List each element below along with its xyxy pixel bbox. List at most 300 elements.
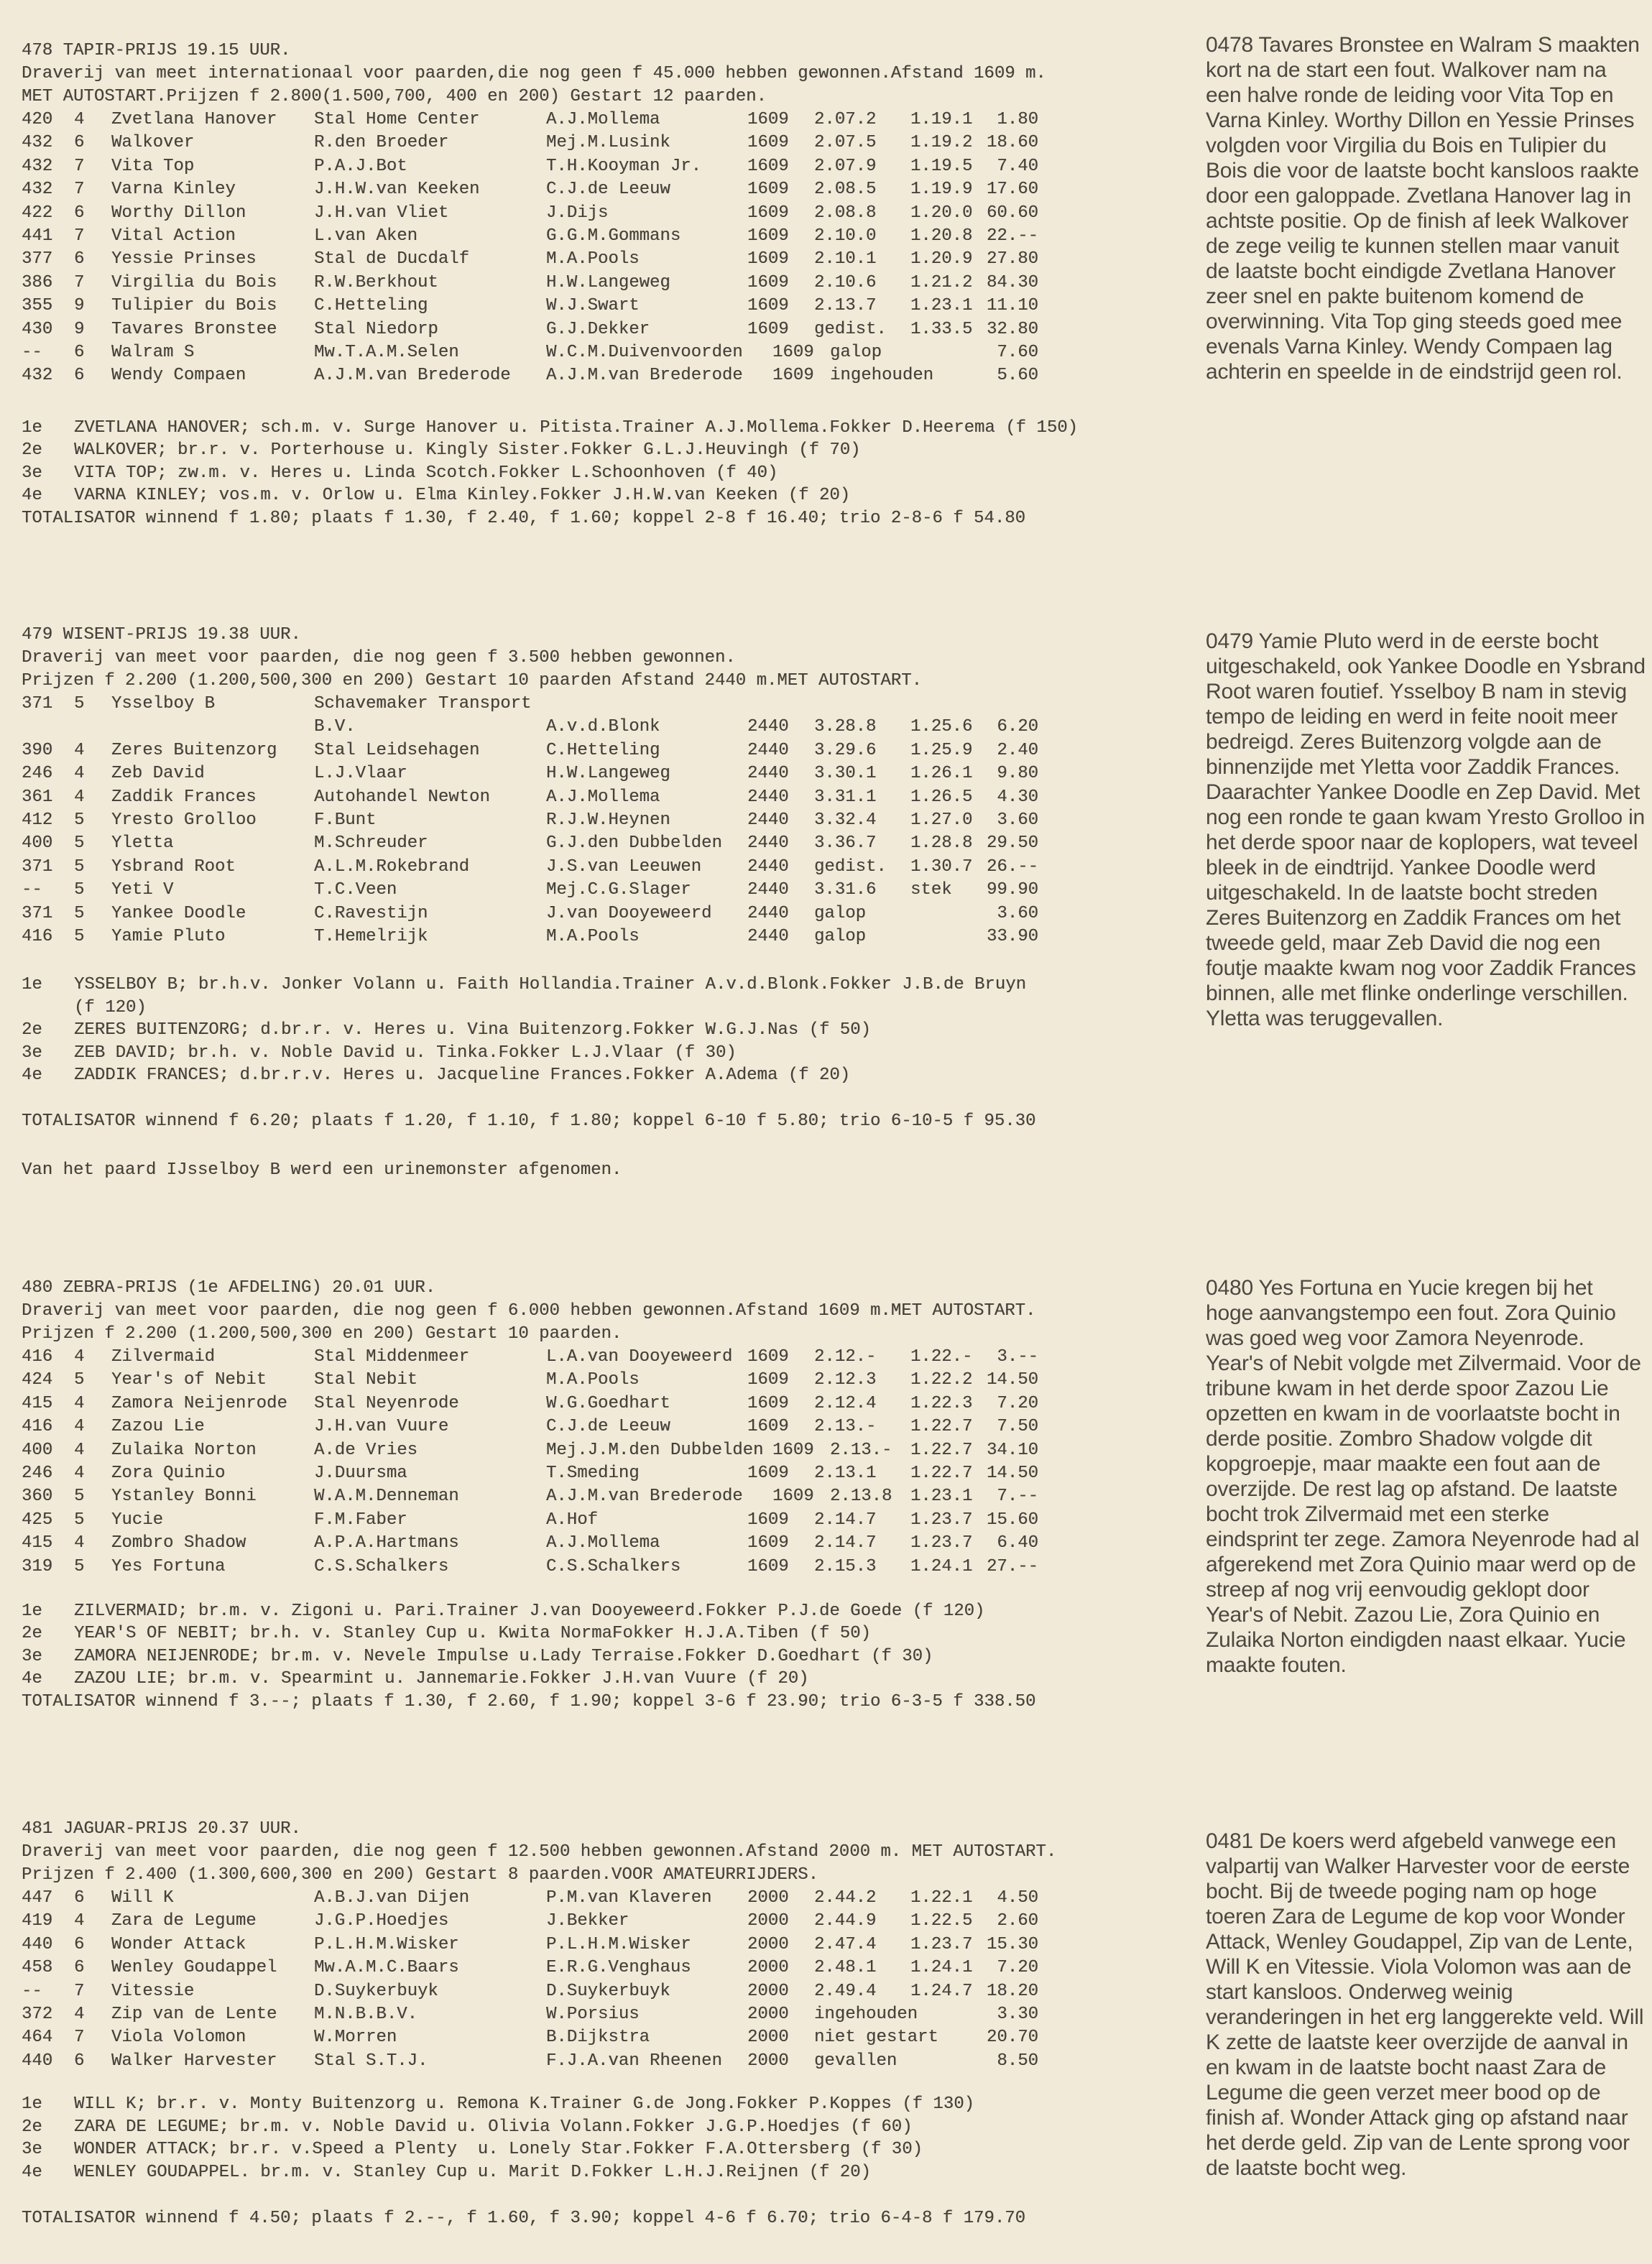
cell-time: 3.29.6	[814, 740, 877, 760]
cell-odds: 7.50	[997, 1417, 1038, 1437]
cell-driver: Mej.C.G.Slager	[546, 880, 691, 900]
results-table	[22, 693, 1211, 948]
placings-list	[22, 417, 1211, 507]
placing-text: ZADDIK FRANCES; d.br.r.v. Heres u. Jacqueline Frances.Fokker A.Adema (f 20)	[74, 1066, 851, 1086]
cell-start-number: 4	[74, 1911, 85, 1931]
cell-km-time: 1.22.1	[910, 1888, 973, 1908]
result-row	[22, 202, 1211, 225]
cell-distance: 1609	[772, 1487, 814, 1507]
cell-driver: C.Hetteling	[546, 740, 660, 760]
cell-winnings: 432	[22, 156, 53, 176]
cell-owner: B.V.	[314, 717, 356, 737]
result-row	[22, 1556, 1211, 1579]
cell-horse-name: Virgilia du Bois	[111, 272, 277, 292]
cell-km-time: 1.19.1	[910, 110, 973, 129]
cell-distance: 1609	[747, 226, 789, 246]
cell-horse-name: Walram S	[111, 342, 195, 362]
cell-winnings: 441	[22, 226, 53, 246]
race-conditions: Draverij van meet voor paarden, die nog geen f 12.500 hebben gewonnen.Afstand 2000 m. MET AUTOSTART.	[22, 1842, 1057, 1862]
cell-distance: 2440	[747, 833, 789, 854]
cell-odds: 4.30	[997, 787, 1038, 807]
cell-owner: J.H.W.van Keeken	[314, 180, 480, 200]
cell-owner: R.den Broeder	[314, 133, 449, 153]
cell-driver: W.Porsius	[546, 2004, 640, 2024]
placing-text: (f 120)	[74, 997, 147, 1017]
result-row	[22, 248, 1211, 271]
cell-start-number: 5	[74, 833, 85, 854]
cell-owner: Autohandel Newton	[314, 787, 490, 807]
placing-text: WALKOVER; br.r. v. Porterhouse u. Kingly Sister.Fokker G.L.J.Heuvingh (f 70)	[74, 440, 861, 461]
cell-horse-name: Year's of Nebit	[111, 1370, 267, 1390]
race-section-480	[22, 1277, 1211, 1714]
cell-distance: 1609	[747, 1370, 789, 1390]
cell-horse-name: Ystanley Bonni	[111, 1487, 257, 1507]
placings-list	[22, 974, 1211, 1087]
totalisator-line: TOTALISATOR winnend f 4.50; plaats f 2.--, f 1.60, f 3.90; koppel 4-6 f 6.70; trio 6-4-8 f 179.70	[22, 2209, 1026, 2229]
cell-start-number: 6	[74, 366, 85, 386]
cell-driver: C.S.Schalkers	[546, 1556, 681, 1576]
cell-km-time: 1.21.2	[910, 272, 973, 292]
cell-odds: 33.90	[986, 926, 1038, 946]
cell-start-number: 4	[74, 2004, 85, 2024]
cell-start-number: 5	[74, 810, 85, 830]
cell-km-time: 1.28.8	[910, 833, 973, 854]
cell-odds: 3.60	[997, 810, 1038, 830]
placing-rank: 1e	[22, 2094, 42, 2115]
placing-row	[22, 484, 1211, 507]
race-section-478	[22, 40, 1211, 530]
placing-row	[22, 1622, 1211, 1645]
cell-owner: L.J.Vlaar	[314, 764, 407, 784]
cell-time: 3.28.8	[814, 717, 877, 737]
cell-distance: 2440	[747, 810, 789, 830]
cell-time: 2.10.1	[814, 249, 877, 269]
race-conditions: Draverij van meet internationaal voor paarden,die nog geen f 45.000 hebben gewonnen.Afstand 1609 m.	[22, 64, 1046, 83]
placing-text: ZILVERMAID; br.m. v. Zigoni u. Pari.Trainer J.van Dooyeweerd.Fokker P.J.de Goede (f 120)	[74, 1601, 985, 1621]
result-row	[22, 155, 1211, 178]
placing-row	[22, 1668, 1211, 1691]
cell-distance: 1609	[747, 1556, 789, 1576]
cell-driver: G.J.Dekker	[546, 319, 650, 339]
cell-horse-name: Yes Fortuna	[111, 1556, 226, 1576]
cell-time: 2.14.7	[814, 1510, 877, 1530]
cell-km-time: 1.26.5	[910, 787, 973, 807]
placing-rank: 3e	[22, 1646, 42, 1666]
cell-winnings: 371	[22, 903, 53, 923]
cell-start-number: 6	[74, 342, 85, 362]
cell-start-number: 4	[74, 787, 85, 807]
cell-start-number: 6	[74, 1934, 85, 1954]
cell-winnings: 425	[22, 1510, 53, 1530]
result-row	[22, 1509, 1211, 1532]
cell-km-time: 1.26.1	[910, 764, 973, 784]
cell-winnings: 400	[22, 833, 53, 854]
cell-driver: T.H.Kooyman Jr.	[546, 156, 702, 176]
cell-time: 2.14.7	[814, 1533, 877, 1553]
cell-start-number: 6	[74, 1958, 85, 1978]
cell-owner: R.W.Berkhout	[314, 272, 438, 292]
cell-distance: 1609	[747, 272, 789, 292]
cell-distance: 2000	[747, 2028, 789, 2048]
cell-km-time: 1.20.9	[910, 249, 973, 269]
placing-text: YEAR'S OF NEBIT; br.h. v. Stanley Cup u. Kwita NormaFokker H.J.A.Tiben (f 50)	[74, 1624, 871, 1644]
cell-driver: A.v.d.Blonk	[546, 717, 660, 737]
cell-owner: C.Ravestijn	[314, 903, 428, 923]
cell-driver: A.J.M.van Brederode	[546, 1487, 743, 1507]
cell-odds: 9.80	[997, 764, 1038, 784]
result-row	[22, 2003, 1211, 2026]
cell-odds: 7.60	[997, 342, 1038, 362]
cell-driver: M.A.Pools	[546, 249, 640, 269]
cell-odds: 26.--	[986, 856, 1038, 877]
commentary-0479: 0479 Yamie Pluto werd in de eerste bocht uitgeschakeld, ook Yankee Doodle en Ysbrand Root waren foutief. Ysselboy B nam in stevig tempo de leiding en werd in feite nooit meer bedreigd. Zeres Buitenzorg volgde aan de binnenzijde met Yletta voor Zaddik Frances. Daarachter Yankee Doodle en Zep David. Met nog een ronde te gaan kwam Yresto Grolloo in het derde spoor naar de koplopers, wat teveel bleek in de eindtrijd. Yankee Doodle werd uitgeschakeld. In de laatste bocht streden Zeres Buitenzorg en Zaddik Frances om het tweede geld, maar Zeb David die nog een foutje maakte kwam nog voor Zaddik Frances binnen, alle met flinke onderlinge verschillen. Yletta was teruggevallen.	[1206, 629, 1646, 1030]
cell-winnings: --	[22, 342, 42, 362]
cell-odds: 15.60	[986, 1510, 1038, 1530]
cell-owner: Schavemaker Transport	[314, 694, 532, 713]
placing-text: ZERES BUITENZORG; d.br.r. v. Heres u. Vina Buitenzorg.Fokker W.G.J.Nas (f 50)	[74, 1020, 871, 1040]
cell-owner: P.L.H.M.Wisker	[314, 1934, 459, 1954]
result-row	[22, 272, 1211, 295]
cell-driver: R.J.W.Heynen	[546, 810, 670, 830]
cell-distance: 2000	[747, 1934, 789, 1954]
cell-time: 2.12.3	[814, 1370, 877, 1390]
cell-owner: F.Bunt	[314, 810, 377, 830]
cell-driver: W.C.M.Duivenvoorden	[546, 342, 743, 362]
cell-distance: 1609	[747, 1463, 789, 1483]
cell-owner: Stal S.T.J.	[314, 2051, 428, 2071]
cell-owner: J.G.P.Hoedjes	[314, 1911, 449, 1931]
cell-distance: 1609	[747, 249, 789, 269]
cell-winnings: 355	[22, 296, 53, 316]
cell-owner: C.Hetteling	[314, 296, 428, 316]
cell-start-number: 7	[74, 272, 85, 292]
placing-text: ZVETLANA HANOVER; sch.m. v. Surge Hanover u. Pitista.Trainer A.J.Mollema.Fokker D.Heerema (f 150)	[74, 417, 1079, 438]
cell-horse-name: Wonder Attack	[111, 1934, 246, 1954]
cell-time: 2.10.0	[814, 226, 877, 246]
cell-horse-name: Yeti V	[111, 880, 174, 900]
cell-time: gedist.	[814, 856, 887, 877]
cell-winnings: 464	[22, 2028, 53, 2048]
cell-odds: 7.20	[997, 1393, 1038, 1413]
cell-distance: 2440	[747, 926, 789, 946]
cell-horse-name: Will K	[111, 1888, 174, 1908]
results-table	[22, 1346, 1211, 1579]
cell-start-number: 5	[74, 1487, 85, 1507]
cell-start-number: 7	[74, 1981, 85, 2001]
cell-km-time: 1.22.3	[910, 1393, 973, 1413]
result-row	[22, 879, 1211, 902]
race-prizes: MET AUTOSTART.Prijzen f 2.800(1.500,700, 400 en 200) Gestart 12 paarden.	[22, 87, 767, 106]
cell-km-time: 1.30.7	[910, 856, 973, 877]
cell-odds: 27.--	[986, 1556, 1038, 1576]
placing-rank: 2e	[22, 1020, 42, 1040]
cell-km-time: 1.22.7	[910, 1417, 973, 1437]
result-row	[22, 1439, 1211, 1462]
cell-owner: Stal Neyenrode	[314, 1393, 459, 1413]
cell-owner: Stal Niedorp	[314, 319, 438, 339]
cell-owner: Stal Nebit	[314, 1370, 418, 1390]
cell-distance: 2000	[747, 2051, 789, 2071]
cell-winnings: 416	[22, 1347, 53, 1367]
placing-row	[22, 462, 1211, 485]
cell-km-time: 1.23.7	[910, 1934, 973, 1954]
totalisator-line: TOTALISATOR winnend f 1.80; plaats f 1.30, f 2.40, f 1.60; koppel 2-8 f 16.40; trio 2-8-6 f 54.80	[22, 508, 1026, 528]
race-title: 479 WISENT-PRIJS 19.38 UUR.	[22, 625, 301, 644]
cell-owner: J.H.van Vuure	[314, 1417, 449, 1437]
cell-horse-name: Tulipier du Bois	[111, 296, 277, 316]
placing-row	[22, 1064, 1211, 1087]
cell-owner: A.J.M.van Brederode	[314, 366, 511, 386]
race-section-479	[22, 624, 1211, 1182]
cell-time: ingehouden	[830, 366, 934, 386]
result-row	[22, 364, 1211, 387]
result-row	[22, 693, 1211, 716]
cell-horse-name: Wenley Goudappel	[111, 1958, 277, 1978]
cell-owner: J.H.van Vliet	[314, 203, 449, 223]
result-row	[22, 318, 1211, 341]
cell-time: 3.30.1	[814, 764, 877, 784]
placing-row	[22, 2116, 1211, 2139]
cell-winnings: 432	[22, 133, 53, 153]
cell-km-time: 1.22.7	[910, 1440, 973, 1460]
cell-time: 2.13.8	[830, 1487, 892, 1507]
cell-horse-name: Zeb David	[111, 764, 205, 784]
placing-rank: 1e	[22, 975, 42, 995]
cell-odds: 3.--	[997, 1347, 1038, 1367]
cell-winnings: 430	[22, 319, 53, 339]
cell-winnings: 458	[22, 1958, 53, 1978]
cell-km-time: 1.22.-	[910, 1347, 973, 1367]
placing-text: WENLEY GOUDAPPEL. br.m. v. Stanley Cup u. Marit D.Fokker L.H.J.Reijnen (f 20)	[74, 2162, 871, 2182]
cell-time: 2.12.4	[814, 1393, 877, 1413]
cell-horse-name: Yankee Doodle	[111, 903, 246, 923]
cell-km-time: 1.27.0	[910, 810, 973, 830]
cell-time: galop	[814, 903, 867, 923]
cell-odds: 2.40	[997, 740, 1038, 760]
cell-time: 2.07.5	[814, 133, 877, 153]
cell-odds: 32.80	[986, 319, 1038, 339]
placing-row	[22, 997, 1211, 1020]
cell-horse-name: Zulaika Norton	[111, 1440, 257, 1460]
cell-km-time: 1.23.1	[910, 1487, 973, 1507]
placing-rank: 1e	[22, 1601, 42, 1621]
cell-driver: M.A.Pools	[546, 926, 640, 946]
cell-odds: 5.60	[997, 366, 1038, 386]
result-row	[22, 1980, 1211, 2003]
cell-owner: D.Suykerbuyk	[314, 1981, 438, 2001]
cell-horse-name: Walkover	[111, 133, 195, 153]
placing-text: YSSELBOY B; br.h.v. Jonker Volann u. Faith Hollandia.Trainer A.v.d.Blonk.Fokker J.B.de Bruyn	[74, 975, 1027, 995]
cell-winnings: 420	[22, 110, 53, 129]
placing-rank: 2e	[22, 1624, 42, 1644]
cell-driver: A.J.Mollema	[546, 1533, 660, 1553]
cell-start-number: 6	[74, 249, 85, 269]
cell-horse-name: Tavares Bronstee	[111, 319, 277, 339]
cell-distance: 1609	[772, 1440, 814, 1460]
cell-horse-name: Viola Volomon	[111, 2028, 246, 2048]
cell-start-number: 7	[74, 180, 85, 200]
result-row	[22, 832, 1211, 855]
cell-km-time: 1.24.7	[910, 1981, 973, 2001]
placing-row	[22, 1019, 1211, 1042]
cell-owner: A.B.J.van Dijen	[314, 1888, 470, 1908]
cell-time: 2.07.2	[814, 110, 877, 129]
cell-winnings: 447	[22, 1888, 53, 1908]
cell-owner: L.van Aken	[314, 226, 418, 246]
cell-driver: J.S.van Leeuwen	[546, 856, 702, 877]
cell-horse-name: Yresto Grolloo	[111, 810, 257, 830]
cell-start-number: 9	[74, 296, 85, 316]
placing-text: ZEB DAVID; br.h. v. Noble David u. Tinka.Fokker L.J.Vlaar (f 30)	[74, 1043, 737, 1063]
placing-row	[22, 2093, 1211, 2116]
cell-driver: J.van Dooyeweerd	[546, 903, 712, 923]
result-row	[22, 1910, 1211, 1933]
cell-km-time: 1.25.9	[910, 740, 973, 760]
cell-driver: J.Bekker	[546, 1911, 629, 1931]
cell-start-number: 5	[74, 880, 85, 900]
cell-driver: H.W.Langeweg	[546, 764, 670, 784]
placing-text: VITA TOP; zw.m. v. Heres u. Linda Scotch.Fokker L.Schoonhoven (f 40)	[74, 463, 778, 483]
race-prizes: Prijzen f 2.200 (1.200,500,300 en 200) Gestart 10 paarden.	[22, 1324, 622, 1344]
cell-distance: 1609	[747, 1510, 789, 1530]
cell-driver: J.Dijs	[546, 203, 609, 223]
cell-winnings: 319	[22, 1556, 53, 1576]
cell-owner: T.Hemelrijk	[314, 926, 428, 946]
placing-rank: 1e	[22, 417, 42, 438]
cell-driver: F.J.A.van Rheenen	[546, 2051, 722, 2071]
commentary-0478: 0478 Tavares Bronstee en Walram S maakten kort na de start een fout. Walkover nam na een halve ronde de leiding voor Vita Top en Varna Kinley. Worthy Dillon en Yessie Prinses volgden voor Virgilia du Bois en Tulipier du Bois die voor de laatste bocht kansloos raakte door een galoppade. Zvetlana Hanover lag in achtste positie. Op de finish af leek Walkover de zege veilig te kunnen stellen maar vanuit de laatste bocht eindigde Zvetlana Hanover zeer snel en pakte buitenom komend de overwinning. Vita Top ging steeds goed mee evenals Varna Kinley. Wendy Compaen lag achterin en speelde in de eindstrijd geen rol.	[1206, 33, 1640, 384]
cell-distance: 1609	[772, 366, 814, 386]
placing-text: WILL K; br.r. v. Monty Buitenzorg u. Remona K.Trainer G.de Jong.Fokker P.Koppes (f 130)	[74, 2094, 975, 2115]
placing-rank: 3e	[22, 1043, 42, 1063]
cell-odds: 6.20	[997, 717, 1038, 737]
cell-odds: 60.60	[986, 203, 1038, 223]
cell-winnings: 440	[22, 1934, 53, 1954]
cell-owner: A.de Vries	[314, 1440, 418, 1460]
cell-distance: 2440	[747, 787, 789, 807]
cell-time: galop	[830, 342, 882, 362]
cell-time: gevallen	[814, 2051, 897, 2071]
placings-list	[22, 1600, 1211, 1691]
result-row	[22, 178, 1211, 201]
placing-row	[22, 1645, 1211, 1668]
cell-time: 3.31.1	[814, 787, 877, 807]
cell-winnings: 432	[22, 180, 53, 200]
cell-time: 2.08.8	[814, 203, 877, 223]
cell-driver: A.J.Mollema	[546, 787, 660, 807]
cell-owner: W.Morren	[314, 2028, 397, 2048]
cell-owner: Stal de Ducdalf	[314, 249, 470, 269]
cell-winnings: 422	[22, 203, 53, 223]
cell-owner: W.A.M.Denneman	[314, 1487, 459, 1507]
placing-row	[22, 2138, 1211, 2161]
cell-time: 3.31.6	[814, 880, 877, 900]
cell-owner: Stal Middenmeer	[314, 1347, 470, 1367]
cell-distance: 1609	[747, 203, 789, 223]
result-row	[22, 902, 1211, 925]
cell-winnings: 386	[22, 272, 53, 292]
result-row	[22, 225, 1211, 248]
result-row	[22, 1415, 1211, 1438]
result-row	[22, 762, 1211, 785]
cell-driver: A.J.M.van Brederode	[546, 366, 743, 386]
cell-time: 2.15.3	[814, 1556, 877, 1576]
placing-text: ZAMORA NEIJENRODE; br.m. v. Nevele Impulse u.Lady Terraise.Fokker D.Goedhart (f 30)	[74, 1646, 933, 1666]
cell-start-number: 4	[74, 1393, 85, 1413]
cell-start-number: 4	[74, 740, 85, 760]
race-section-481	[22, 1818, 1211, 2230]
placing-rank: 2e	[22, 440, 42, 461]
cell-driver: L.A.van Dooyeweerd	[546, 1347, 733, 1367]
cell-winnings: 424	[22, 1370, 53, 1390]
cell-distance: 1609	[747, 133, 789, 153]
result-row	[22, 295, 1211, 318]
cell-time: 2.47.4	[814, 1934, 877, 1954]
cell-distance: 2440	[747, 856, 789, 877]
cell-start-number: 4	[74, 1417, 85, 1437]
cell-horse-name: Vitessie	[111, 1981, 195, 2001]
cell-time: 2.12.-	[814, 1347, 877, 1367]
cell-owner: F.M.Faber	[314, 1510, 407, 1530]
cell-horse-name: Yucie	[111, 1510, 164, 1530]
cell-odds: 84.30	[986, 272, 1038, 292]
cell-driver: W.J.Swart	[546, 296, 640, 316]
cell-odds: 20.70	[986, 2028, 1038, 2048]
cell-distance: 2440	[747, 764, 789, 784]
cell-driver: C.J.de Leeuw	[546, 180, 670, 200]
cell-time: 3.36.7	[814, 833, 877, 854]
cell-odds: 4.50	[997, 1888, 1038, 1908]
race-title: 478 TAPIR-PRIJS 19.15 UUR.	[22, 41, 291, 60]
result-row	[22, 1369, 1211, 1392]
cell-odds: 3.30	[997, 2004, 1038, 2024]
cell-owner: J.Duursma	[314, 1463, 407, 1483]
cell-horse-name: Wendy Compaen	[111, 366, 246, 386]
cell-km-time: stek	[910, 880, 952, 900]
cell-start-number: 5	[74, 1510, 85, 1530]
cell-time: galop	[814, 926, 867, 946]
cell-distance: 2440	[747, 903, 789, 923]
result-row	[22, 1392, 1211, 1415]
cell-horse-name: Ysselboy B	[111, 694, 216, 713]
cell-start-number: 4	[74, 764, 85, 784]
cell-distance: 1609	[747, 156, 789, 176]
cell-distance: 1609	[747, 319, 789, 339]
cell-start-number: 5	[74, 694, 85, 713]
cell-start-number: 7	[74, 226, 85, 246]
cell-winnings: 419	[22, 1911, 53, 1931]
cell-winnings: 246	[22, 764, 53, 784]
cell-time: 3.32.4	[814, 810, 877, 830]
cell-owner: A.L.M.Rokebrand	[314, 856, 470, 877]
cell-start-number: 4	[74, 1440, 85, 1460]
cell-horse-name: Yessie Prinses	[111, 249, 257, 269]
cell-owner: Mw.A.M.C.Baars	[314, 1958, 459, 1978]
cell-winnings: 416	[22, 1417, 53, 1437]
cell-km-time: 1.20.8	[910, 226, 973, 246]
cell-driver: C.J.de Leeuw	[546, 1417, 670, 1437]
cell-odds: 7.--	[997, 1487, 1038, 1507]
result-row	[22, 108, 1211, 131]
cell-odds: 6.40	[997, 1533, 1038, 1553]
cell-odds: 3.60	[997, 903, 1038, 923]
cell-time: 2.49.4	[814, 1981, 877, 2001]
cell-start-number: 5	[74, 926, 85, 946]
cell-distance: 2440	[747, 740, 789, 760]
placing-text: ZARA DE LEGUME; br.m. v. Noble David u. Olivia Volann.Fokker J.G.P.Hoedjes (f 60)	[74, 2117, 913, 2137]
cell-distance: 2440	[747, 880, 789, 900]
cell-start-number: 5	[74, 856, 85, 877]
